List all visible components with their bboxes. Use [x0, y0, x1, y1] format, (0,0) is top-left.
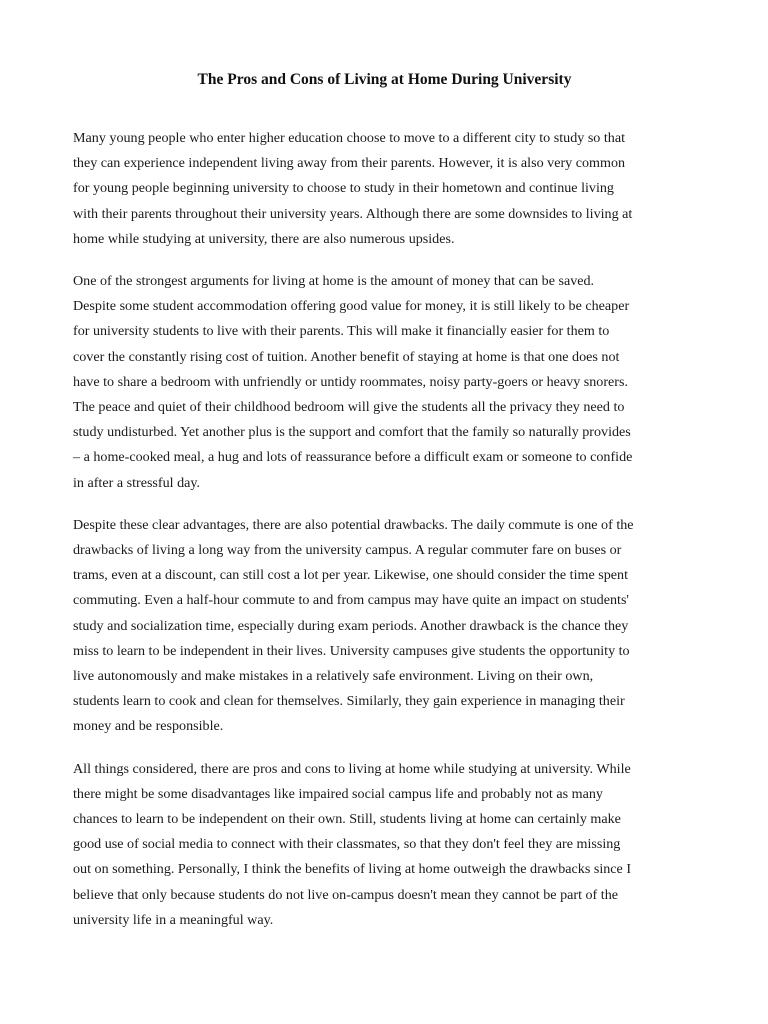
text-line: out on something. Personally, I think the benefits of living at home outweigh the drawbacks since I — [73, 861, 632, 878]
text-line: they can experience independent living away from their parents. However, it is also very common — [73, 155, 626, 172]
text-line: for young people beginning university to choose to study in their hometown and continue living — [73, 180, 614, 197]
text-line: cover the constantly rising cost of tuition. Another benefit of staying at home is that one does not — [73, 348, 620, 365]
text-line: have to share a bedroom with unfriendly or untidy roommates, noisy party-goers or heavy snorers. — [73, 373, 628, 390]
text-line: All things considered, there are pros and cons to living at home while studying at university. While — [73, 760, 631, 777]
paragraph-conclusion — [73, 757, 696, 933]
paragraph-drawbacks — [73, 513, 696, 740]
paragraph-intro — [73, 126, 696, 252]
text-line: trams, even at a discount, can still cost a lot per year. Likewise, one should consider the time spent — [73, 567, 628, 584]
text-line: money and be responsible. — [73, 718, 224, 735]
text-line: study undisturbed. Yet another plus is the support and comfort that the family so naturally provides — [73, 424, 631, 441]
text-line: good use of social media to connect with their classmates, so that they don't feel they are missing — [73, 836, 621, 853]
text-line: drawbacks of living a long way from the university campus. A regular commuter fare on buses or — [73, 542, 622, 559]
text-line: miss to learn to be independent in their lives. University campuses give students the opportunity to — [73, 642, 630, 659]
text-line: study and socialization time, especially during exam periods. Another drawback is the chance they — [73, 617, 629, 634]
paragraph-advantages — [73, 269, 696, 496]
text-line: believe that only because students do not live on-campus doesn't mean they cannot be part of the — [73, 886, 618, 903]
text-line: Despite some student accommodation offering good value for money, it is still likely to be cheaper — [73, 298, 630, 315]
text-line: there might be some disadvantages like impaired social campus life and probably not as many — [73, 785, 603, 802]
text-line: with their parents throughout their university years. Although there are some downsides to living at — [73, 205, 633, 222]
text-line: live autonomously and make mistakes in a relatively safe environment. Living on their own, — [73, 668, 594, 685]
text-line: chances to learn to be independent on their own. Still, students living at home can certainly make — [73, 811, 621, 828]
text-line: university life in a meaningful way. — [73, 911, 274, 928]
text-line: commuting. Even a half-hour commute to and from campus may have quite an impact on students' — [73, 592, 629, 609]
text-line: for university students to live with their parents. This will make it financially easier for them to — [73, 323, 610, 340]
text-line: home while studying at university, there are also numerous upsides. — [73, 230, 455, 247]
document-title: The Pros and Cons of Living at Home During University — [197, 71, 572, 88]
text-line: Many young people who enter higher education choose to move to a different city to study so that — [73, 130, 626, 146]
text-line: in after a stressful day. — [73, 474, 201, 491]
text-line: – a home-cooked meal, a hug and lots of reassurance before a difficult exam or someone to confide — [73, 449, 633, 466]
text-line: One of the strongest arguments for living at home is the amount of money that can be saved. — [73, 273, 595, 290]
text-line: Despite these clear advantages, there are also potential drawbacks. The daily commute is one of the — [73, 516, 634, 533]
text-line: The peace and quiet of their childhood bedroom will give the students all the privacy they need to — [73, 399, 625, 416]
text-line: students learn to cook and clean for themselves. Similarly, they gain experience in managing their — [73, 693, 625, 710]
